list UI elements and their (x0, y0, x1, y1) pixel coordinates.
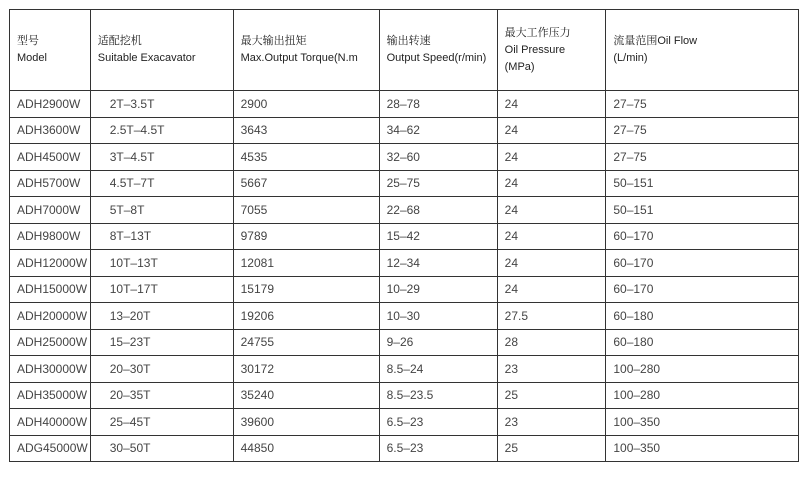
header-torque-en: Max.Output Torque(N.m (240, 52, 358, 64)
flow-cell: 60–180 (606, 329, 799, 356)
speed-cell: 15–42 (379, 223, 497, 250)
spec-table-container (9, 9, 799, 462)
excavator-cell: 2T–3.5T (90, 91, 233, 118)
speed-cell: 12–34 (379, 250, 497, 277)
torque-cell: 4535 (233, 144, 379, 171)
speed-cell: 34–62 (379, 117, 497, 144)
flow-cell: 100–350 (606, 409, 799, 436)
pressure-cell: 24 (497, 197, 606, 224)
table-row (10, 223, 799, 250)
pressure-cell: 24 (497, 170, 606, 197)
speed-cell: 9–26 (379, 329, 497, 356)
torque-cell: 15179 (233, 276, 379, 303)
header-torque (233, 10, 379, 91)
table-row (10, 276, 799, 303)
header-flow-zh: 流量范围Oil Flow (613, 35, 698, 47)
flow-cell: 60–170 (606, 223, 799, 250)
excavator-cell: 3T–4.5T (90, 144, 233, 171)
spec-table-body (10, 91, 799, 462)
speed-cell: 32–60 (379, 144, 497, 171)
flow-cell: 50–151 (606, 170, 799, 197)
pressure-cell: 24 (497, 276, 606, 303)
excavator-cell: 30–50T (90, 435, 233, 462)
speed-cell: 28–78 (379, 91, 497, 118)
model-cell: ADH25000W (10, 329, 91, 356)
flow-cell: 100–280 (606, 382, 799, 409)
torque-cell: 7055 (233, 197, 379, 224)
pressure-cell: 24 (497, 144, 606, 171)
excavator-cell: 2.5T–4.5T (90, 117, 233, 144)
model-cell: ADH30000W (10, 356, 91, 383)
table-row (10, 170, 799, 197)
pressure-cell: 23 (497, 409, 606, 436)
torque-cell: 3643 (233, 117, 379, 144)
speed-cell: 10–30 (379, 303, 497, 330)
model-cell: ADH15000W (10, 276, 91, 303)
header-speed-zh: 输出转速 (386, 35, 431, 47)
speed-cell: 22–68 (379, 197, 497, 224)
table-row (10, 91, 799, 118)
model-cell: ADH5700W (10, 170, 91, 197)
torque-cell: 9789 (233, 223, 379, 250)
header-excavator (90, 10, 233, 91)
table-row (10, 197, 799, 224)
model-cell: ADH4500W (10, 144, 91, 171)
excavator-cell: 25–45T (90, 409, 233, 436)
flow-cell: 27–75 (606, 117, 799, 144)
header-torque-zh: 最大输出扭矩 (240, 35, 307, 47)
model-cell: ADH20000W (10, 303, 91, 330)
torque-cell: 19206 (233, 303, 379, 330)
table-row (10, 117, 799, 144)
header-pressure-en: Oil Pressure (504, 43, 566, 56)
excavator-cell: 10T–17T (90, 276, 233, 303)
table-row (10, 435, 799, 462)
pressure-cell: 24 (497, 117, 606, 144)
pressure-cell: 24 (497, 91, 606, 118)
pressure-cell: 24 (497, 223, 606, 250)
excavator-cell: 4.5T–7T (90, 170, 233, 197)
pressure-cell: 28 (497, 329, 606, 356)
pressure-cell: 24 (497, 250, 606, 277)
flow-cell: 27–75 (606, 91, 799, 118)
model-cell: ADH40000W (10, 409, 91, 436)
model-cell: ADG45000W (10, 435, 91, 462)
torque-cell: 12081 (233, 250, 379, 277)
flow-cell: 60–170 (606, 250, 799, 277)
flow-cell: 60–180 (606, 303, 799, 330)
model-cell: ADH7000W (10, 197, 91, 224)
speed-cell: 6.5–23 (379, 435, 497, 462)
pressure-cell: 27.5 (497, 303, 606, 330)
header-row (10, 10, 799, 91)
header-model (10, 10, 91, 91)
table-row (10, 329, 799, 356)
model-cell: ADH35000W (10, 382, 91, 409)
excavator-cell: 10T–13T (90, 250, 233, 277)
header-model-en: Model (17, 52, 47, 64)
table-row (10, 382, 799, 409)
model-cell: ADH9800W (10, 223, 91, 250)
speed-cell: 25–75 (379, 170, 497, 197)
model-cell: ADH2900W (10, 91, 91, 118)
table-row (10, 409, 799, 436)
header-pressure (497, 10, 606, 91)
torque-cell: 35240 (233, 382, 379, 409)
torque-cell: 30172 (233, 356, 379, 383)
excavator-cell: 5T–8T (90, 197, 233, 224)
flow-cell: 100–280 (606, 356, 799, 383)
table-row (10, 356, 799, 383)
spec-table (9, 9, 799, 462)
header-flow (606, 10, 799, 91)
torque-cell: 24755 (233, 329, 379, 356)
excavator-cell: 20–35T (90, 382, 233, 409)
model-cell: ADH3600W (10, 117, 91, 144)
excavator-cell: 13–20T (90, 303, 233, 330)
excavator-cell: 20–30T (90, 356, 233, 383)
flow-cell: 60–170 (606, 276, 799, 303)
header-flow-en: (L/min) (613, 52, 648, 64)
header-excavator-en: Suitable Exacavator (97, 52, 196, 64)
pressure-cell: 25 (497, 382, 606, 409)
header-model-zh: 型号 (17, 35, 39, 47)
flow-cell: 100–350 (606, 435, 799, 462)
flow-cell: 50–151 (606, 197, 799, 224)
torque-cell: 44850 (233, 435, 379, 462)
excavator-cell: 8T–13T (90, 223, 233, 250)
header-speed-en: Output Speed(r/min) (386, 52, 487, 64)
header-excavator-zh: 适配挖机 (97, 35, 142, 47)
speed-cell: 8.5–23.5 (379, 382, 497, 409)
table-row (10, 144, 799, 171)
pressure-cell: 25 (497, 435, 606, 462)
header-pressure-unit: (MPa) (504, 60, 535, 73)
table-row (10, 303, 799, 330)
flow-cell: 27–75 (606, 144, 799, 171)
pressure-cell: 23 (497, 356, 606, 383)
speed-cell: 6.5–23 (379, 409, 497, 436)
torque-cell: 2900 (233, 91, 379, 118)
speed-cell: 8.5–24 (379, 356, 497, 383)
model-cell: ADH12000W (10, 250, 91, 277)
header-speed (379, 10, 497, 91)
torque-cell: 39600 (233, 409, 379, 436)
speed-cell: 10–29 (379, 276, 497, 303)
torque-cell: 5667 (233, 170, 379, 197)
excavator-cell: 15–23T (90, 329, 233, 356)
table-row (10, 250, 799, 277)
header-pressure-zh: 最大工作压力 (504, 26, 571, 39)
